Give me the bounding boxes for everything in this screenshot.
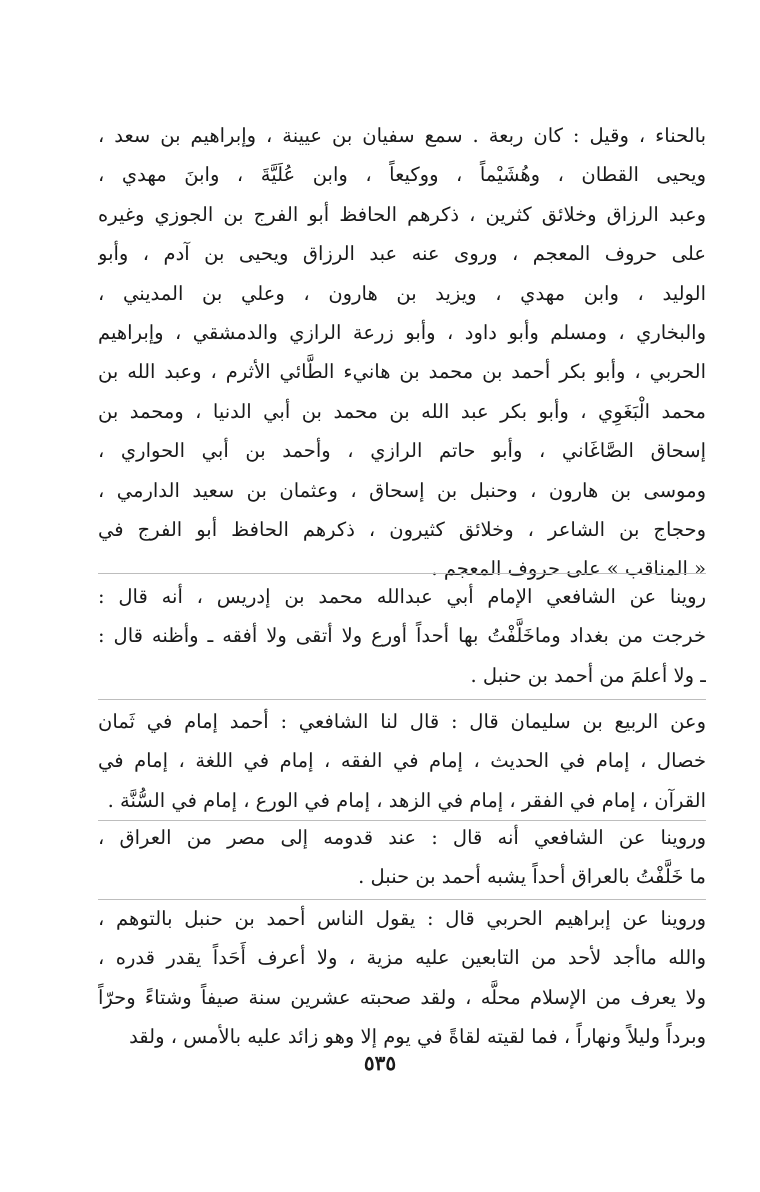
text-line: ولا يعرف من الإسلام محلَّه ، ولقد صحبته عشرين سنة صيفاً وشتاءً وحرّاً [98,985,706,1009]
text-line: والله ماأجد لأحد من التابعين عليه مزية ، ولا أعرف أَحَداً يقدر قدره ، [98,946,706,970]
text-line: وعن الربيع بن سليمان قال : قال لنا الشافعي : أحمد إمام في ثَمان [98,710,706,733]
text-line: على حروف المعجم ، وروى عنه عبد الرزاق ويحيى بن آدم ، وأبو [98,242,706,266]
text-line: خصال ، إمام في الحديث ، إمام في الفقه ، إمام في اللغة ، إمام في [98,749,706,773]
text-line: خرجت من بغداد وماخَلَّفْتُ بها أحداً أورع ولا أتقى ولا أفقه ـ وأظنه قال : [98,624,706,648]
text-line: وحجاج بن الشاعر ، وخلائق كثيرون ، ذكرهم الحافظ أبو الفرج في [98,518,706,542]
paragraph-narrators [98,116,706,589]
page-number: ٥٣٥ [363,1051,397,1075]
text-line: وعبد الرزاق وخلائق كثرين ، ذكرهم الحافظ أبو الفرج بن الجوزي وغيره [98,202,706,226]
text-line: ما خَلَّفْتُ بالعراق أحداً يشبه أحمد بن حنبل . [358,865,706,889]
paragraph-rabi-quote [98,702,706,820]
text-line: ـ ولا أعلمَ من أحمد بن حنبل . [470,663,706,687]
text-line: وبرداً وليلاً ونهاراً ، فما لقيته لقاةً في يوم إلا وهو زائد عليه بالأمس ، ولقد [129,1025,706,1049]
paragraph-harbi-quote [98,899,706,1057]
text-line: محمد الْبَغَوِي ، وأبو بكر عبد الله بن محمد بن أبي الدنيا ، ومحمد بن [98,399,706,423]
text-line: بالحناء ، وقيل : كان ربعة . سمع سفيان بن عيينة ، وإبراهيم بن سعد ، [98,124,706,147]
text-line: ويحيى القطان ، وهُشَيْماً ، ووكيعاً ، وابن عُلَيَّةَ ، وابنَ مهدي ، [98,163,706,187]
text-line: القرآن ، إمام في الفقر ، إمام في الزهد ، إمام في الورع ، إمام في السُّنَّة . [107,788,706,812]
text-line: الوليد ، وابن مهدي ، ويزيد بن هارون ، وعلي بن المديني ، [98,281,706,305]
text-line: وروينا عن إبراهيم الحربي قال : يقول الناس أحمد بن حنبل بالتوهم ، [98,907,706,930]
text-line: « المناقب » على حروف المعجم . [431,557,706,581]
text-line: والبخاري ، ومسلم وأبو داود ، وأبو زرعة الرازي والدمشقي ، وإبراهيم [98,321,706,345]
paragraph-divider [98,699,706,700]
text-line: إسحاق الصَّاغَاني ، وأبو حاتم الرازي ، وأحمد بن أبي الحواري ، [98,439,706,463]
text-line: روينا عن الشافعي الإمام أبي عبدالله محمد بن إدريس ، أنه قال : [98,585,706,608]
paragraph-iraq-quote [98,818,706,897]
text-line: وروينا عن الشافعي أنه قال : عند قدومه إلى مصر من العراق ، [98,826,706,849]
text-line: وموسى بن هارون ، وحنبل بن إسحاق ، وعثمان بن سعيد الدارمي ، [98,478,706,502]
text-line: الحربي ، وأبو بكر أحمد بن محمد بن هانيء الطَّائي الأثرم ، وعبد الله بن [98,360,706,384]
paragraph-divider [98,573,706,574]
paragraph-shafii-quote [98,577,706,695]
